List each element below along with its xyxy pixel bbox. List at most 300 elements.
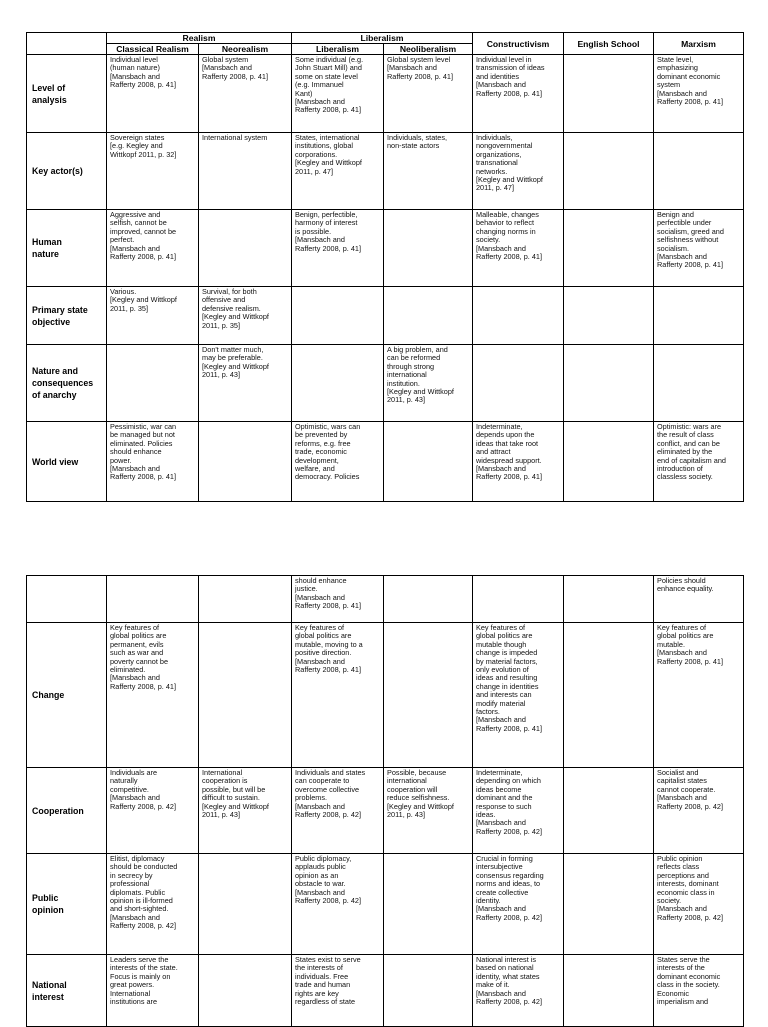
cell-line: networks. — [476, 166, 508, 176]
cell-line: [Kegley and Wittkopf — [202, 312, 269, 322]
table-row — [27, 955, 744, 1027]
cell-liberalism — [292, 210, 384, 287]
row-label — [27, 55, 107, 133]
cell-line: [Mansbach and — [657, 252, 707, 262]
cell-neoliberalism — [384, 576, 473, 623]
cell-classical-realism — [107, 210, 199, 287]
cell-line: Human — [32, 237, 62, 247]
cell-line: selfish, cannot be — [110, 218, 167, 228]
cell-classical-realism — [107, 345, 199, 422]
cell-neorealism — [199, 854, 292, 955]
cell-line: Key features of — [476, 623, 526, 632]
cell-line: Individuals, states, — [387, 133, 448, 142]
cell-line: [Mansbach and — [110, 793, 160, 803]
cell-neorealism — [199, 422, 292, 502]
cell-line: [Kegley and Wittkopf — [387, 801, 454, 811]
cell-line: imperialism and — [657, 997, 709, 1007]
cell-line: economic class in — [657, 887, 715, 897]
cell-marxism — [654, 210, 744, 287]
cell-line: Rafferty 2008, p. 41] — [110, 252, 176, 262]
cell-line: [Mansbach and — [295, 887, 345, 897]
cell-classical-realism — [107, 55, 199, 133]
cell-line: perceptions and — [657, 870, 709, 880]
cell-line: harmony of interest — [295, 218, 358, 228]
row-label — [27, 133, 107, 210]
cell-line: World view — [32, 456, 79, 467]
cell-line: such as war and — [110, 648, 164, 658]
cell-line: defensive realism. — [202, 303, 261, 313]
cell-line: Survival, for both — [202, 287, 257, 296]
cell-line: institution. — [387, 378, 420, 388]
cell-line: selfishness without — [657, 235, 719, 245]
cell-line: ideas become — [476, 784, 522, 794]
table-row — [27, 133, 744, 210]
cell-line: corporations. — [295, 149, 338, 159]
cell-line: Key actor(s) — [32, 166, 83, 176]
cell-line: can be reformed — [387, 353, 441, 363]
cell-line: should enhance — [110, 447, 162, 457]
cell-line: [Mansbach and — [295, 656, 345, 666]
cell-line: Rafferty 2008, p. 42] — [295, 896, 361, 906]
header-blank — [27, 33, 107, 55]
cell-line: international — [387, 370, 427, 380]
cell-line: [Mansbach and — [476, 818, 526, 828]
cell-line: Focus is mainly on — [110, 971, 171, 981]
cell-line: Some individual (e.g. — [295, 55, 364, 64]
cell-line: opinion as an — [295, 870, 339, 880]
cell-marxism — [654, 623, 744, 768]
cell-line: Rafferty 2008, p. 41] — [476, 252, 542, 262]
cell-line: Kant) — [295, 88, 313, 98]
cell-classical-realism — [107, 854, 199, 955]
cell-line: 2011, p. 47] — [295, 166, 334, 176]
row-label — [27, 854, 107, 955]
cell-line: Malleable, changes — [476, 210, 539, 219]
cell-line: Rafferty 2008, p. 42] — [476, 912, 542, 922]
cell-line: reflects class — [657, 862, 700, 872]
cell-line: rights are key — [295, 988, 339, 998]
cell-line: institutions are — [110, 997, 158, 1007]
cell-line: non-state actors — [387, 141, 440, 151]
cell-line: International — [110, 988, 151, 998]
cell-neorealism — [199, 210, 292, 287]
cell-marxism — [654, 133, 744, 210]
cell-line: [Mansbach and — [295, 235, 345, 245]
cell-english-school — [564, 55, 654, 133]
cell-line: Rafferty 2008, p. 41] — [657, 97, 723, 107]
cell-marxism — [654, 345, 744, 422]
cell-line: Rafferty 2008, p. 42] — [657, 912, 723, 922]
cell-line: National interest is — [476, 955, 537, 964]
cell-line: interests, dominant — [657, 879, 719, 889]
cell-line: [Kegley and Wittkopf — [387, 387, 454, 397]
cell-line: depending on which — [476, 776, 541, 786]
cell-line: Key features of — [295, 623, 345, 632]
cell-line: class in the society. — [657, 980, 720, 990]
cell-constructivism — [473, 623, 564, 768]
cell-line: Rafferty 2008, p. 42] — [110, 921, 176, 931]
cell-line: Key features of — [110, 623, 160, 632]
cell-neorealism — [199, 768, 292, 854]
cell-line: [Mansbach and — [110, 71, 160, 81]
cell-line: [Mansbach and — [476, 715, 526, 725]
cell-line: opinion is ill-formed — [110, 896, 173, 906]
cell-constructivism — [473, 345, 564, 422]
table-row — [27, 345, 744, 422]
cell-classical-realism — [107, 133, 199, 210]
cell-line: [Mansbach and — [110, 243, 160, 253]
cell-liberalism — [292, 955, 384, 1027]
cell-classical-realism — [107, 576, 199, 623]
cell-line: behavior to reflect — [476, 218, 535, 228]
row-label — [27, 210, 107, 287]
table-row — [27, 576, 744, 623]
cell-line: may be preferable. — [202, 353, 263, 363]
cell-line: States exist to serve — [295, 955, 361, 964]
cell-line: International — [202, 768, 243, 777]
cell-english-school — [564, 133, 654, 210]
cell-classical-realism — [107, 422, 199, 502]
cell-line: the interests of — [295, 963, 343, 973]
header-neorealism: Neorealism — [199, 44, 292, 55]
cell-line: and attract — [476, 447, 511, 457]
cell-line: welfare, and — [295, 464, 335, 474]
cell-line: eliminated. Policies — [110, 438, 173, 448]
cell-classical-realism — [107, 623, 199, 768]
cell-constructivism — [473, 854, 564, 955]
cell-line: interest — [32, 991, 64, 1002]
cell-line: Wittkopf 2011, p. 32] — [110, 149, 177, 159]
cell-liberalism — [292, 133, 384, 210]
cell-line: be prevented by — [295, 430, 348, 440]
cell-line: improved, cannot be — [110, 226, 177, 236]
header-english-school: English School — [564, 33, 654, 55]
cell-line: Elitist, diplomacy — [110, 854, 165, 863]
cell-neorealism — [199, 955, 292, 1027]
cell-english-school — [564, 345, 654, 422]
cell-line: Don't matter much, — [202, 345, 264, 354]
header-constructivism: Constructivism — [473, 33, 564, 55]
header-liberalism: Liberalism — [292, 33, 473, 44]
cell-line: Level of — [32, 82, 66, 93]
cell-line: [Mansbach and — [110, 912, 160, 922]
cell-line: [Mansbach and — [476, 80, 526, 90]
cell-line: [Mansbach and — [476, 243, 526, 253]
cell-line: introduction of — [657, 464, 703, 474]
cell-liberalism — [292, 576, 384, 623]
cell-line: Rafferty 2008, p. 41] — [476, 723, 542, 733]
cell-liberalism — [292, 768, 384, 854]
cell-line: transnational — [476, 158, 518, 168]
header-realism: Realism — [107, 33, 292, 44]
cell-line: be managed but not — [110, 430, 175, 440]
cell-line: [Mansbach and — [476, 988, 526, 998]
cell-line: and short-sighted. — [110, 904, 169, 914]
cell-line: Rafferty 2008, p. 41] — [202, 71, 268, 81]
cell-constructivism — [473, 55, 564, 133]
cell-liberalism — [292, 854, 384, 955]
cell-line: society. — [657, 896, 682, 906]
cell-line: ideas. — [476, 810, 496, 820]
table-row — [27, 422, 744, 502]
theory-comparison-table-part-2 — [26, 575, 744, 1027]
cell-line: offensive and — [202, 295, 246, 305]
cell-constructivism — [473, 287, 564, 345]
cell-line: [Mansbach and — [657, 793, 707, 803]
cell-neoliberalism — [384, 854, 473, 955]
cell-line: some on state level — [295, 71, 358, 81]
cell-line: cooperation is — [202, 776, 248, 786]
cell-line: nongovernmental — [476, 141, 533, 151]
row-label — [27, 623, 107, 768]
cell-line: transmission of ideas — [476, 63, 545, 73]
cell-line: consensus regarding — [476, 870, 544, 880]
cell-line: States, international — [295, 133, 360, 142]
cell-line: 2011, p. 43] — [387, 395, 426, 405]
cell-line: problems. — [295, 793, 328, 803]
cell-line: justice. — [295, 584, 318, 594]
cell-classical-realism — [107, 955, 199, 1027]
cell-line: Rafferty 2008, p. 41] — [295, 243, 361, 253]
cell-neoliberalism — [384, 210, 473, 287]
cell-line: Socialist and — [657, 768, 699, 777]
cell-line: dominant and the — [476, 793, 533, 803]
cell-line: eliminated. — [110, 665, 146, 675]
cell-line: depends upon the — [476, 430, 535, 440]
cell-line: norms and ideas, to — [476, 879, 541, 889]
cell-line: Sovereign states — [110, 133, 165, 142]
cell-line: National — [32, 979, 67, 990]
cell-neoliberalism — [384, 955, 473, 1027]
cell-line: [e.g. Kegley and — [110, 141, 163, 151]
cell-line: 2011, p. 47] — [476, 183, 515, 193]
cell-line: [Mansbach and — [110, 673, 160, 683]
cell-line: Rafferty 2008, p. 41] — [110, 681, 176, 691]
cell-line: (e.g. Immanuel — [295, 80, 344, 90]
cell-line: is possible. — [295, 226, 332, 236]
cell-line: reduce selfishness. — [387, 793, 450, 803]
cell-constructivism — [473, 955, 564, 1027]
cell-line: society. — [476, 235, 501, 245]
cell-line: difficult to sustain. — [202, 793, 260, 803]
cell-liberalism — [292, 345, 384, 422]
cell-neoliberalism — [384, 55, 473, 133]
cell-line: Change — [32, 690, 65, 700]
cell-line: socialism. — [657, 243, 690, 253]
cell-line: identity, what states — [476, 971, 540, 981]
cell-line: identity. — [476, 896, 501, 906]
row-label — [27, 422, 107, 502]
cell-line: by material factors, — [476, 656, 538, 666]
cell-line: [Kegley and Wittkopf — [110, 295, 177, 305]
cell-line: widespread support. — [476, 455, 542, 465]
cell-line: emphasizing — [657, 63, 698, 73]
cell-line: States serve the — [657, 955, 710, 964]
cell-line: mutable, moving to a — [295, 639, 363, 649]
cell-liberalism — [292, 55, 384, 133]
cell-line: global politics are — [110, 631, 167, 641]
cell-line: Individual level in — [476, 55, 532, 64]
cell-line: regardless of state — [295, 997, 356, 1007]
cell-line: development, — [295, 455, 339, 465]
cell-english-school — [564, 768, 654, 854]
header-neoliberalism: Neoliberalism — [384, 44, 473, 55]
cell-marxism — [654, 422, 744, 502]
cell-line: based on national — [476, 963, 534, 973]
cell-line: consequences — [32, 378, 94, 388]
cell-line: [Mansbach and — [110, 464, 160, 474]
cell-line: cooperation will — [387, 784, 438, 794]
cell-line: positive direction. — [295, 648, 352, 658]
cell-constructivism — [473, 768, 564, 854]
cell-line: Rafferty 2008, p. 41] — [295, 665, 361, 675]
cell-line: Indeterminate, — [476, 422, 523, 431]
cell-line: enhance equality. — [657, 584, 714, 594]
cell-line: power. — [110, 455, 132, 465]
cell-line: Benign, perfectible, — [295, 210, 358, 219]
cell-line: [Kegley and Wittkopf — [295, 158, 362, 168]
cell-neoliberalism — [384, 422, 473, 502]
header-liberalism-sub: Liberalism — [292, 44, 384, 55]
cell-line: obstacle to war. — [295, 879, 346, 889]
cell-english-school — [564, 422, 654, 502]
cell-line: diplomats. Public — [110, 887, 166, 897]
cell-line: analysis — [32, 94, 67, 105]
cell-line: [Mansbach and — [657, 88, 707, 98]
cell-line: Leaders serve the — [110, 955, 169, 964]
cell-line: Global system — [202, 55, 249, 64]
header-marxism: Marxism — [654, 33, 744, 55]
cell-liberalism — [292, 422, 384, 502]
cell-line: [Mansbach and — [476, 464, 526, 474]
cell-line: overcome collective — [295, 784, 360, 794]
cell-line: interests of the state. — [110, 963, 178, 973]
cell-line: Rafferty 2008, p. 41] — [657, 656, 723, 666]
cell-english-school — [564, 210, 654, 287]
cell-line: interests of the — [657, 963, 705, 973]
cell-line: should be conducted — [110, 862, 178, 872]
cell-liberalism — [292, 287, 384, 345]
cell-line: socialism, greed and — [657, 226, 724, 236]
cell-line: Individual level — [110, 55, 158, 64]
cell-line: Individuals, — [476, 133, 513, 142]
cell-line: Rafferty 2008, p. 41] — [295, 601, 361, 611]
cell-neoliberalism — [384, 345, 473, 422]
row-label — [27, 955, 107, 1027]
cell-line: Global system level — [387, 55, 451, 64]
cell-line: Possible, because — [387, 768, 447, 777]
cell-line: Public opinion — [657, 854, 703, 863]
table-row — [27, 287, 744, 345]
cell-line: eliminated by the — [657, 447, 713, 457]
cell-neorealism — [199, 345, 292, 422]
cell-line: classless society. — [657, 472, 713, 482]
cell-line: [Mansbach and — [295, 97, 345, 107]
cell-line: Primary state — [32, 304, 88, 315]
cell-constructivism — [473, 133, 564, 210]
cell-line: 2011, p. 35] — [202, 320, 241, 330]
cell-english-school — [564, 623, 654, 768]
cell-line: global politics are — [295, 631, 352, 641]
cell-line: dominant economic — [657, 971, 721, 981]
cell-line: Various. — [110, 287, 137, 296]
cell-line: 2011, p. 43] — [202, 810, 241, 820]
cell-line: reforms, e.g. free — [295, 438, 351, 448]
table-row — [27, 210, 744, 287]
cell-line: individuals. Free — [295, 971, 349, 981]
cell-line: changing norms in — [476, 226, 536, 236]
cell-marxism — [654, 955, 744, 1027]
cell-line: objective — [32, 316, 71, 327]
cell-line: and interests can — [476, 690, 532, 700]
row-label — [27, 768, 107, 854]
cell-line: Individuals are — [110, 768, 158, 777]
cell-line: of anarchy — [32, 390, 77, 400]
cell-line: Public — [32, 893, 59, 903]
cell-line: nature — [32, 249, 59, 259]
cell-liberalism — [292, 623, 384, 768]
cell-line: Optimistic: wars are — [657, 422, 722, 431]
cell-line: Rafferty 2008, p. 42] — [295, 810, 361, 820]
cell-line: John Stuart Mill) and — [295, 63, 362, 73]
table-row — [27, 623, 744, 768]
cell-line: [Kegley and Wittkopf — [202, 801, 269, 811]
cell-line: modify material — [476, 698, 526, 708]
cell-line: [Mansbach and — [657, 904, 707, 914]
cell-line: through strong — [387, 361, 435, 371]
cell-line: [Mansbach and — [476, 904, 526, 914]
cell-line: trade, economic — [295, 447, 347, 457]
cell-marxism — [654, 854, 744, 955]
cell-line: end of capitalism and — [657, 455, 726, 465]
cell-constructivism — [473, 210, 564, 287]
cell-line: Aggressive and — [110, 210, 161, 219]
cell-line: Rafferty 2008, p. 42] — [657, 801, 723, 811]
cell-line: response to such — [476, 801, 532, 811]
cell-line: Economic — [657, 988, 690, 998]
cell-neoliberalism — [384, 623, 473, 768]
cell-line: Rafferty 2008, p. 41] — [476, 472, 542, 482]
row-label — [27, 345, 107, 422]
cell-line: great powers. — [110, 980, 155, 990]
cell-line: perfect. — [110, 235, 135, 245]
cell-line: poverty cannot be — [110, 656, 169, 666]
cell-line: should enhance — [295, 576, 347, 585]
cell-line: Policies should — [657, 576, 706, 585]
cell-line: make of it. — [476, 980, 510, 990]
cell-line: change is impeded — [476, 648, 538, 658]
cell-line: trade and human — [295, 980, 351, 990]
cell-line: in secrecy by — [110, 870, 153, 880]
cell-marxism — [654, 768, 744, 854]
cell-line: [Kegley and Wittkopf — [202, 361, 269, 371]
cell-line: Benign and — [657, 210, 694, 219]
cell-line: mutable. — [657, 639, 685, 649]
cell-line: Crucial in forming — [476, 854, 533, 863]
cell-line: Key features of — [657, 623, 707, 632]
table-row — [27, 55, 744, 133]
cell-neorealism — [199, 287, 292, 345]
cell-line: Pessimistic, war can — [110, 422, 177, 431]
cell-line: and identities — [476, 71, 520, 81]
cell-line: system — [657, 80, 681, 90]
cell-line: State level, — [657, 55, 694, 64]
row-label — [27, 576, 107, 623]
cell-line: mutable though — [476, 639, 527, 649]
cell-line: Individuals and states — [295, 768, 366, 777]
cell-line: Rafferty 2008, p. 41] — [110, 472, 176, 482]
cell-line: democracy. Policies — [295, 472, 360, 482]
